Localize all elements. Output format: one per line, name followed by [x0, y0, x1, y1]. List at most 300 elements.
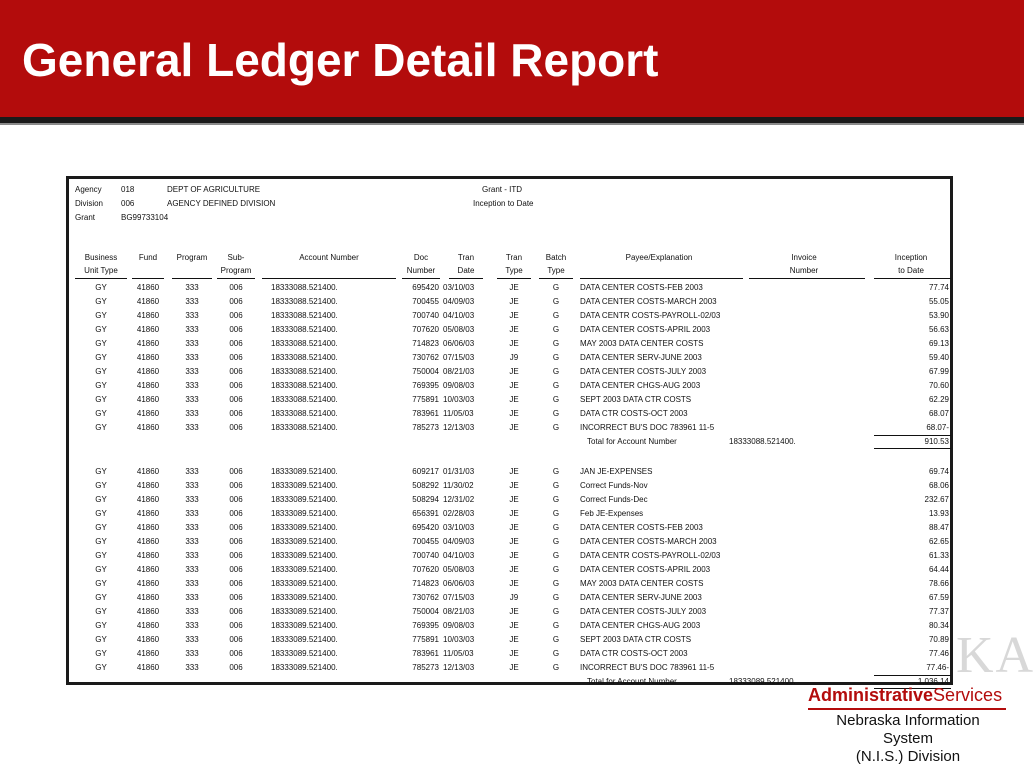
cell-payee: DATA CENTR COSTS-PAYROLL-02/03 — [580, 551, 721, 560]
cell-tran-type: JE — [509, 607, 519, 616]
cell-batch-type: G — [552, 339, 560, 348]
cell-batch-type: G — [552, 495, 560, 504]
table-row — [69, 281, 950, 295]
cell-batch-type: G — [552, 649, 560, 658]
cell-payee: INCORRECT BU'S DOC 783961 11-5 — [580, 423, 715, 432]
cell-business-unit: GY — [95, 353, 107, 362]
cell-tran-date: 09/08/03 — [443, 621, 475, 630]
col-invoice-number — [769, 251, 839, 277]
cell-account-number: 18333089.521400. — [271, 551, 338, 560]
col-account-number — [269, 251, 389, 264]
cell-sub-program: 006 — [229, 381, 243, 390]
cell-tran-type: JE — [509, 635, 519, 644]
col-underline — [539, 278, 573, 279]
cell-tran-date: 09/08/03 — [443, 381, 475, 390]
logo-partial-text: KA — [956, 627, 1035, 684]
cell-payee: SEPT 2003 DATA CTR COSTS — [580, 635, 692, 644]
cell-sub-program: 006 — [229, 481, 243, 490]
table-row — [69, 379, 950, 393]
col-header-line2: Number — [406, 266, 436, 275]
cell-amount: 68.06 — [928, 481, 949, 490]
inception-label: Inception to Date — [473, 199, 534, 208]
cell-batch-type: G — [552, 565, 560, 574]
cell-sub-program: 006 — [229, 523, 243, 532]
cell-doc-number: 656391 — [412, 509, 439, 518]
cell-tran-type: JE — [509, 537, 519, 546]
col-header-line2: Type — [547, 266, 565, 275]
cell-business-unit: GY — [95, 621, 107, 630]
total-account-number: 18333088.521400. — [729, 437, 796, 446]
cell-program: 333 — [185, 339, 199, 348]
grant-label: Grant — [75, 213, 96, 222]
col-underline — [132, 278, 164, 279]
cell-payee: DATA CTR COSTS-OCT 2003 — [580, 409, 688, 418]
cell-fund: 41860 — [136, 381, 160, 390]
cell-program: 333 — [185, 297, 199, 306]
cell-payee: DATA CENTER COSTS-APRIL 2003 — [580, 565, 711, 574]
cell-sub-program: 006 — [229, 367, 243, 376]
logo-nis-division — [810, 712, 1006, 766]
cell-batch-type: G — [552, 509, 560, 518]
total-label: Total for Account Number — [587, 677, 677, 686]
cell-fund: 41860 — [136, 297, 160, 306]
col-header-line2: to Date — [898, 266, 924, 275]
cell-program: 333 — [185, 395, 199, 404]
cell-amount: 55.05 — [928, 297, 949, 306]
cell-business-unit: GY — [95, 367, 107, 376]
cell-batch-type: G — [552, 551, 560, 560]
cell-batch-type: G — [552, 381, 560, 390]
table-row — [69, 577, 950, 591]
cell-payee: SEPT 2003 DATA CTR COSTS — [580, 395, 692, 404]
cell-fund: 41860 — [136, 467, 160, 476]
title-banner — [0, 0, 1024, 117]
cell-doc-number: 695420 — [412, 283, 439, 292]
cell-fund: 41860 — [136, 353, 160, 362]
cell-amount: 53.90 — [928, 311, 949, 320]
cell-doc-number: 785273 — [412, 423, 439, 432]
cell-business-unit: GY — [95, 635, 107, 644]
cell-tran-type: JE — [509, 395, 519, 404]
cell-fund: 41860 — [136, 339, 160, 348]
cell-doc-number: 730762 — [412, 353, 439, 362]
cell-tran-date: 12/31/02 — [443, 495, 475, 504]
table-row — [69, 563, 950, 577]
cell-sub-program: 006 — [229, 353, 243, 362]
cell-tran-date: 05/08/03 — [443, 325, 475, 334]
cell-payee: DATA CENTER SERV-JUNE 2003 — [580, 353, 702, 362]
cell-fund: 41860 — [136, 367, 160, 376]
cell-business-unit: GY — [95, 495, 107, 504]
col-header-line1: Business — [84, 253, 118, 262]
col-underline — [580, 278, 743, 279]
cell-sub-program: 006 — [229, 649, 243, 658]
cell-payee: INCORRECT BU'S DOC 783961 11-5 — [580, 663, 715, 672]
col-fund — [132, 251, 164, 264]
logo-nis-line2: (N.I.S.) Division — [855, 748, 961, 765]
cell-payee: DATA CENTER SERV-JUNE 2003 — [580, 593, 702, 602]
col-underline — [497, 278, 531, 279]
table-row — [69, 493, 950, 507]
grant-itd-label: Grant - ITD — [482, 185, 523, 194]
cell-business-unit: GY — [95, 509, 107, 518]
cell-fund: 41860 — [136, 663, 160, 672]
cell-sub-program: 006 — [229, 395, 243, 404]
cell-program: 333 — [185, 663, 199, 672]
cell-doc-number: 695420 — [412, 523, 439, 532]
cell-batch-type: G — [552, 353, 560, 362]
cell-fund: 41860 — [136, 495, 160, 504]
cell-tran-date: 08/21/03 — [443, 607, 475, 616]
table-row — [69, 535, 950, 549]
table-row — [69, 393, 950, 407]
cell-sub-program: 006 — [229, 283, 243, 292]
cell-tran-date: 11/30/02 — [443, 481, 474, 490]
cell-program: 333 — [185, 409, 199, 418]
cell-tran-type: JE — [509, 663, 519, 672]
col-header-line1: Payee/Explanation — [625, 253, 693, 262]
cell-account-number: 18333088.521400. — [271, 339, 338, 348]
table-row — [69, 421, 950, 435]
cell-tran-date: 05/08/03 — [443, 565, 475, 574]
table-row — [69, 337, 950, 351]
cell-account-number: 18333089.521400. — [271, 663, 338, 672]
cell-program: 333 — [185, 325, 199, 334]
cell-amount: 62.29 — [928, 395, 949, 404]
cell-doc-number: 609217 — [412, 467, 439, 476]
cell-business-unit: GY — [95, 467, 107, 476]
table-row — [69, 507, 950, 521]
cell-account-number: 18333088.521400. — [271, 423, 338, 432]
cell-amount: 88.47 — [928, 523, 949, 532]
cell-amount: 13.93 — [928, 509, 949, 518]
cell-tran-type: JE — [509, 339, 519, 348]
cell-tran-date: 07/15/03 — [443, 593, 475, 602]
cell-business-unit: GY — [95, 481, 107, 490]
cell-payee: DATA CENTER COSTS-FEB 2003 — [580, 283, 703, 292]
cell-fund: 41860 — [136, 565, 160, 574]
cell-business-unit: GY — [95, 325, 107, 334]
cell-account-number: 18333089.521400. — [271, 495, 338, 504]
cell-fund: 41860 — [136, 579, 160, 588]
cell-tran-date: 03/10/03 — [443, 283, 475, 292]
cell-sub-program: 006 — [229, 565, 243, 574]
total-account-number: 18333089.521400. — [729, 677, 796, 686]
cell-fund: 41860 — [136, 523, 160, 532]
cell-batch-type: G — [552, 593, 560, 602]
cell-payee: DATA CENTER COSTS-FEB 2003 — [580, 523, 703, 532]
cell-fund: 41860 — [136, 423, 160, 432]
cell-doc-number: 730762 — [412, 593, 439, 602]
cell-amount: 70.60 — [928, 381, 949, 390]
cell-payee: Correct Funds-Nov — [580, 481, 648, 490]
cell-tran-date: 04/09/03 — [443, 537, 475, 546]
col-header-line1: Doc — [413, 253, 429, 262]
cell-business-unit: GY — [95, 409, 107, 418]
logo-admin-bold: Administrative — [808, 685, 934, 705]
division-name: AGENCY DEFINED DIVISION — [167, 199, 276, 208]
cell-account-number: 18333088.521400. — [271, 353, 338, 362]
cell-tran-type: JE — [509, 565, 519, 574]
cell-amount: 78.66 — [928, 579, 949, 588]
cell-tran-type: JE — [509, 467, 519, 476]
cell-account-number: 18333089.521400. — [271, 481, 338, 490]
cell-doc-number: 508292 — [412, 481, 439, 490]
division-label: Division — [75, 199, 104, 208]
cell-program: 333 — [185, 367, 199, 376]
col-doc-number — [402, 251, 440, 277]
col-header-line2: Type — [505, 266, 523, 275]
cell-account-number: 18333088.521400. — [271, 297, 338, 306]
cell-sub-program: 006 — [229, 467, 243, 476]
cell-batch-type: G — [552, 297, 560, 306]
table-row — [69, 521, 950, 535]
col-underline — [75, 278, 127, 279]
col-batch-type — [539, 251, 573, 277]
cell-account-number: 18333089.521400. — [271, 509, 338, 518]
cell-batch-type: G — [552, 367, 560, 376]
cell-fund: 41860 — [136, 325, 160, 334]
col-underline — [262, 278, 396, 279]
cell-business-unit: GY — [95, 297, 107, 306]
table-row — [69, 365, 950, 379]
cell-doc-number: 750004 — [412, 367, 439, 376]
division-code: 006 — [121, 199, 135, 208]
cell-business-unit: GY — [95, 565, 107, 574]
logo-divider — [808, 708, 1006, 710]
cell-doc-number: 714823 — [412, 579, 439, 588]
cell-amount: 77.74 — [928, 283, 949, 292]
cell-fund: 41860 — [136, 509, 160, 518]
cell-amount: 232.67 — [924, 495, 949, 504]
cell-fund: 41860 — [136, 635, 160, 644]
col-header-line2: Unit Type — [84, 266, 118, 275]
cell-doc-number: 707620 — [412, 325, 439, 334]
col-inception-to-date — [875, 251, 947, 277]
cell-program: 333 — [185, 467, 199, 476]
cell-sub-program: 006 — [229, 409, 243, 418]
cell-business-unit: GY — [95, 523, 107, 532]
cell-tran-type: JE — [509, 523, 519, 532]
col-payee-explanation — [589, 251, 729, 264]
cell-tran-type: JE — [509, 551, 519, 560]
cell-payee: DATA CENTER COSTS-MARCH 2003 — [580, 297, 717, 306]
table-row — [69, 591, 950, 605]
cell-payee: DATA CENTER COSTS-JULY 2003 — [580, 607, 707, 616]
cell-doc-number: 769395 — [412, 381, 439, 390]
col-header-line1: Fund — [138, 253, 158, 262]
col-header-line1: Tran — [505, 253, 523, 262]
cell-payee: DATA CENTER CHGS-AUG 2003 — [580, 621, 701, 630]
table-row — [69, 323, 950, 337]
cell-amount: 64.44 — [928, 565, 949, 574]
cell-program: 333 — [185, 283, 199, 292]
col-underline — [217, 278, 255, 279]
cell-program: 333 — [185, 649, 199, 658]
cell-account-number: 18333089.521400. — [271, 621, 338, 630]
cell-tran-date: 10/03/03 — [443, 395, 475, 404]
title-divider-shadow — [0, 123, 1024, 125]
cell-tran-date: 11/05/03 — [443, 649, 474, 658]
cell-tran-type: JE — [509, 381, 519, 390]
logo-administrative-services — [808, 684, 1002, 706]
cell-tran-date: 07/15/03 — [443, 353, 475, 362]
cell-doc-number: 700740 — [412, 311, 439, 320]
cell-program: 333 — [185, 537, 199, 546]
agency-label: Agency — [75, 185, 102, 194]
cell-amount: 61.33 — [928, 551, 949, 560]
cell-sub-program: 006 — [229, 423, 243, 432]
cell-program: 333 — [185, 565, 199, 574]
col-header-line1: Sub- — [227, 253, 245, 262]
cell-business-unit: GY — [95, 663, 107, 672]
cell-account-number: 18333089.521400. — [271, 537, 338, 546]
col-underline — [449, 278, 483, 279]
cell-business-unit: GY — [95, 311, 107, 320]
col-underline — [402, 278, 440, 279]
cell-business-unit: GY — [95, 283, 107, 292]
cell-batch-type: G — [552, 523, 560, 532]
cell-doc-number: 775891 — [412, 395, 439, 404]
cell-tran-date: 12/13/03 — [443, 423, 475, 432]
cell-tran-type: JE — [509, 649, 519, 658]
table-row — [69, 605, 950, 619]
cell-fund: 41860 — [136, 537, 160, 546]
cell-doc-number: 769395 — [412, 621, 439, 630]
cell-sub-program: 006 — [229, 635, 243, 644]
table-row — [69, 295, 950, 309]
cell-tran-date: 11/05/03 — [443, 409, 474, 418]
cell-doc-number: 700740 — [412, 551, 439, 560]
cell-doc-number: 775891 — [412, 635, 439, 644]
col-underline — [874, 278, 951, 279]
col-program — [172, 251, 212, 264]
cell-business-unit: GY — [95, 593, 107, 602]
cell-sub-program: 006 — [229, 339, 243, 348]
agency-code: 018 — [121, 185, 135, 194]
cell-tran-type: JE — [509, 621, 519, 630]
cell-sub-program: 006 — [229, 607, 243, 616]
cell-account-number: 18333089.521400. — [271, 649, 338, 658]
grant-code: BG99733104 — [121, 213, 169, 222]
cell-batch-type: G — [552, 607, 560, 616]
cell-account-number: 18333089.521400. — [271, 607, 338, 616]
cell-tran-date: 04/09/03 — [443, 297, 475, 306]
cell-amount: 67.59 — [928, 593, 949, 602]
cell-account-number: 18333089.521400. — [271, 565, 338, 574]
cell-payee: Feb JE-Expenses — [580, 509, 644, 518]
cell-sub-program: 006 — [229, 509, 243, 518]
cell-fund: 41860 — [136, 481, 160, 490]
cell-doc-number: 783961 — [412, 409, 439, 418]
col-header-line2: Number — [789, 266, 819, 275]
cell-tran-date: 10/03/03 — [443, 635, 475, 644]
nis-logo — [806, 627, 1035, 765]
cell-business-unit: GY — [95, 423, 107, 432]
cell-sub-program: 006 — [229, 593, 243, 602]
cell-payee: Correct Funds-Dec — [580, 495, 648, 504]
cell-sub-program: 006 — [229, 579, 243, 588]
cell-tran-date: 01/31/03 — [443, 467, 475, 476]
cell-program: 333 — [185, 635, 199, 644]
cell-fund: 41860 — [136, 551, 160, 560]
cell-tran-date: 03/10/03 — [443, 523, 475, 532]
cell-tran-date: 08/21/03 — [443, 367, 475, 376]
cell-sub-program: 006 — [229, 325, 243, 334]
col-header-line1: Inception — [894, 253, 928, 262]
cell-fund: 41860 — [136, 311, 160, 320]
cell-amount: 67.99 — [928, 367, 949, 376]
cell-payee: DATA CENTER CHGS-AUG 2003 — [580, 381, 701, 390]
logo-admin-rest: Services — [933, 685, 1003, 705]
cell-account-number: 18333088.521400. — [271, 325, 338, 334]
cell-tran-type: JE — [509, 311, 519, 320]
cell-batch-type: G — [552, 635, 560, 644]
cell-program: 333 — [185, 495, 199, 504]
table-row — [69, 479, 950, 493]
cell-tran-type: JE — [509, 297, 519, 306]
cell-tran-type: JE — [509, 509, 519, 518]
cell-program: 333 — [185, 593, 199, 602]
cell-tran-date: 06/06/03 — [443, 339, 475, 348]
cell-business-unit: GY — [95, 579, 107, 588]
account-total-row — [69, 435, 950, 449]
cell-batch-type: G — [552, 537, 560, 546]
total-amount: 1,036.14 — [917, 677, 949, 686]
cell-program: 333 — [185, 311, 199, 320]
cell-amount: 69.13 — [928, 339, 949, 348]
cell-batch-type: G — [552, 311, 560, 320]
cell-amount: 80.34 — [928, 621, 949, 630]
cell-doc-number: 700455 — [412, 537, 439, 546]
cell-doc-number: 785273 — [412, 663, 439, 672]
table-row — [69, 351, 950, 365]
cell-batch-type: G — [552, 283, 560, 292]
cell-program: 333 — [185, 607, 199, 616]
col-header-line2: Program — [220, 266, 252, 275]
cell-program: 333 — [185, 423, 199, 432]
table-row — [69, 465, 950, 479]
cell-business-unit: GY — [95, 339, 107, 348]
col-tran-type — [497, 251, 531, 277]
logo-nis-line1: Nebraska Information System — [836, 712, 980, 747]
cell-doc-number: 714823 — [412, 339, 439, 348]
cell-fund: 41860 — [136, 395, 160, 404]
col-header-line1: Invoice — [791, 253, 817, 262]
cell-program: 333 — [185, 551, 199, 560]
col-tran-date — [449, 251, 483, 277]
cell-batch-type: G — [552, 325, 560, 334]
cell-batch-type: G — [552, 663, 560, 672]
cell-account-number: 18333089.521400. — [271, 579, 338, 588]
cell-batch-type: G — [552, 621, 560, 630]
cell-account-number: 18333088.521400. — [271, 409, 338, 418]
cell-tran-date: 02/28/03 — [443, 509, 475, 518]
cell-account-number: 18333088.521400. — [271, 283, 338, 292]
cell-program: 333 — [185, 579, 199, 588]
cell-fund: 41860 — [136, 621, 160, 630]
cell-amount: 56.63 — [928, 325, 949, 334]
col-sub-program — [217, 251, 255, 277]
cell-doc-number: 707620 — [412, 565, 439, 574]
ledger-report-panel — [66, 176, 953, 685]
cell-account-number: 18333088.521400. — [271, 311, 338, 320]
cell-payee: DATA CENTER COSTS-JULY 2003 — [580, 367, 707, 376]
table-row — [69, 407, 950, 421]
cell-amount: 77.46 — [928, 649, 949, 658]
cell-tran-date: 06/06/03 — [443, 579, 475, 588]
cell-tran-date: 12/13/03 — [443, 663, 475, 672]
